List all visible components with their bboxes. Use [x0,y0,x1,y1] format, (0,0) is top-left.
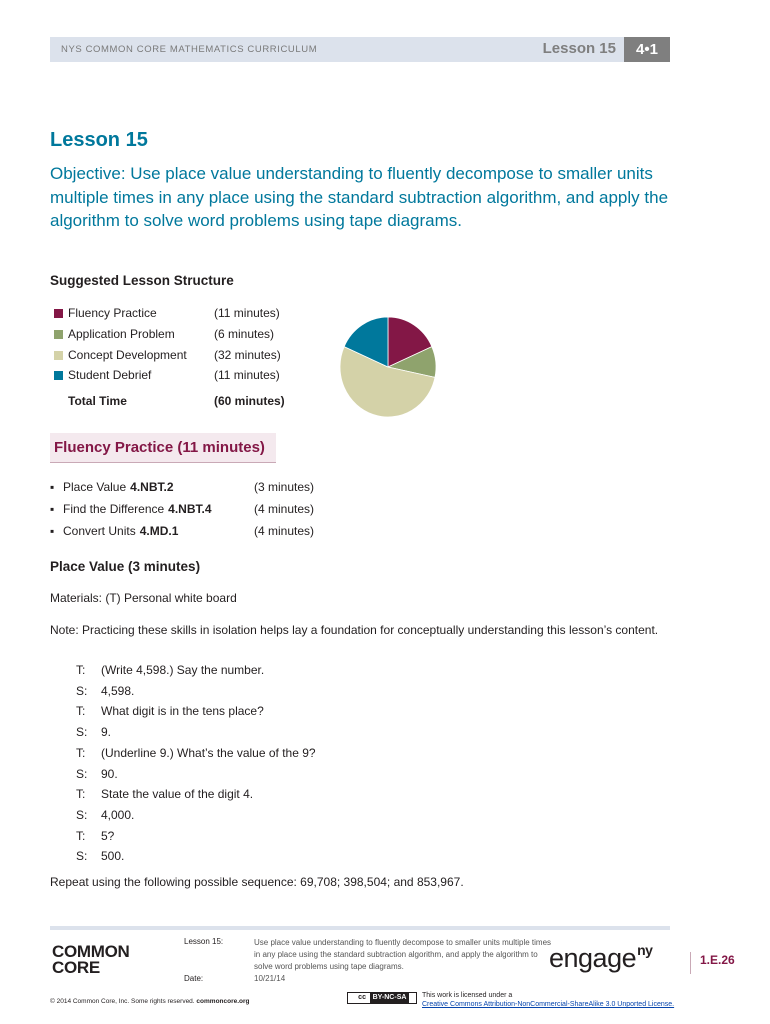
repeat-text: Repeat using the following possible sequence: 69,708; 398,504; and 853,967. [50,875,464,889]
engage-text: engage [549,943,637,973]
structure-minutes: (11 minutes) [214,306,280,320]
license-badge-text: BY-NC-SA [370,993,410,1003]
engage-sup: ny [637,942,653,958]
cc-icon: cc [355,993,370,1003]
dialogue-speaker: T: [76,745,86,760]
license-link[interactable]: Creative Commons Attribution-NonCommercial-ShareAlike 3.0 Unported License. [422,1001,675,1008]
dialogue-text: What digit is in the tens place? [101,704,264,719]
footer-lesson-label: Lesson 15: [184,937,224,946]
legend-swatch [54,371,63,380]
note-text: Note: Practicing these skills in isolation helps lay a foundation for conceptually understanding this lesson’s content. [50,623,659,637]
fluency-item-label: Place Value [63,480,127,494]
module-badge: 4•1 [624,37,670,62]
cc-license-badge [347,992,417,1004]
fluency-item-minutes: (4 minutes) [254,502,315,516]
copyright-text: © 2014 Common Core, Inc. Some rights reserved. [50,998,195,1005]
dialogue-speaker: S: [76,725,88,740]
dialogue-text: (Underline 9.) What’s the value of the 9? [101,745,316,760]
page-id-divider [690,952,691,974]
license-text-block [422,991,674,1009]
common-core-logo [52,944,130,976]
structure-minutes: (6 minutes) [214,327,275,341]
footer-date: 10/21/14 [254,974,286,983]
fluency-item-minutes: (3 minutes) [254,480,315,494]
logo-line: CORE [52,958,100,977]
engageny-logo [549,942,652,974]
header-bar [50,37,670,62]
dialogue-speaker: S: [76,683,88,698]
lesson-objective: Objective: Use place value understanding to fluently decompose to smaller units multiple times in any place using the standard subtraction algorithm, and apply the algorithm to solve word problems using tape diagrams. [50,164,669,230]
dialogue-text: 90. [101,766,118,781]
legend-swatch [54,351,63,360]
license-text: This work is licensed under a [422,992,513,999]
logo-line: COMMON [52,942,130,961]
dialogue-text: (Write 4,598.) Say the number. [101,663,265,677]
copyright [50,998,250,1005]
legend-swatch [54,309,63,318]
dialogue-text: 5? [101,828,115,843]
fluency-item-label: Find the Difference [63,502,165,516]
page-id: 1.E.26 [700,953,735,967]
lesson-structure-pie-chart [339,316,439,420]
dialogue-text: 4,598. [101,683,135,698]
footer-date-label: Date: [184,974,204,983]
curriculum-title: NYS COMMON CORE MATHEMATICS CURRICULUM [61,44,318,55]
fluency-practice-title: Fluency Practice (11 minutes) [54,439,265,456]
bullet-icon: ▪ [50,480,55,494]
dialogue-speaker: S: [76,807,88,822]
structure-label: Fluency Practice [68,306,157,320]
footer-divider [50,926,670,930]
dialogue-speaker: T: [76,828,86,843]
structure-label: Student Debrief [68,368,152,382]
dialogue-text: 4,000. [101,807,135,822]
structure-minutes: (11 minutes) [214,368,280,382]
total-time-label: Total Time [68,394,127,408]
fluency-item-label: Convert Units [63,524,136,538]
structure-title: Suggested Lesson Structure [50,273,234,288]
fluency-item-standard: 4.MD.1 [139,524,179,538]
dialogue-speaker: T: [76,787,86,802]
structure-label: Application Problem [68,327,175,341]
fluency-item-minutes: (4 minutes) [254,524,315,538]
place-value-title: Place Value (3 minutes) [50,559,201,574]
structure-label: Concept Development [68,348,187,362]
bullet-icon: ▪ [50,502,55,516]
dialogue-speaker: S: [76,766,88,781]
header-lesson: Lesson 15 [542,40,616,57]
structure-minutes: (32 minutes) [214,348,281,362]
dialogue-text: 9. [101,725,112,740]
total-time-minutes: (60 minutes) [214,394,285,408]
copyright-site: commoncore.org [196,998,250,1005]
lesson-title: Lesson 15 [50,129,148,151]
dialogue-speaker: S: [76,849,88,864]
dialogue-speaker: T: [76,663,86,677]
dialogue-text: 500. [101,849,125,864]
legend-swatch [54,330,63,339]
footer-description: Use place value understanding to fluently decompose to smaller units multiple times in any place using the standard subtraction algorithm, and apply the algorithm to solve word problems using tape diagrams. [254,938,552,971]
fluency-item-standard: 4.NBT.2 [130,480,174,494]
dialogue-speaker: T: [76,704,86,719]
bullet-icon: ▪ [50,524,55,538]
fluency-item-standard: 4.NBT.4 [168,502,212,516]
materials-text: Materials: (T) Personal white board [50,591,237,605]
dialogue-text: State the value of the digit 4. [101,787,254,802]
fluency-practice-heading [50,433,276,463]
